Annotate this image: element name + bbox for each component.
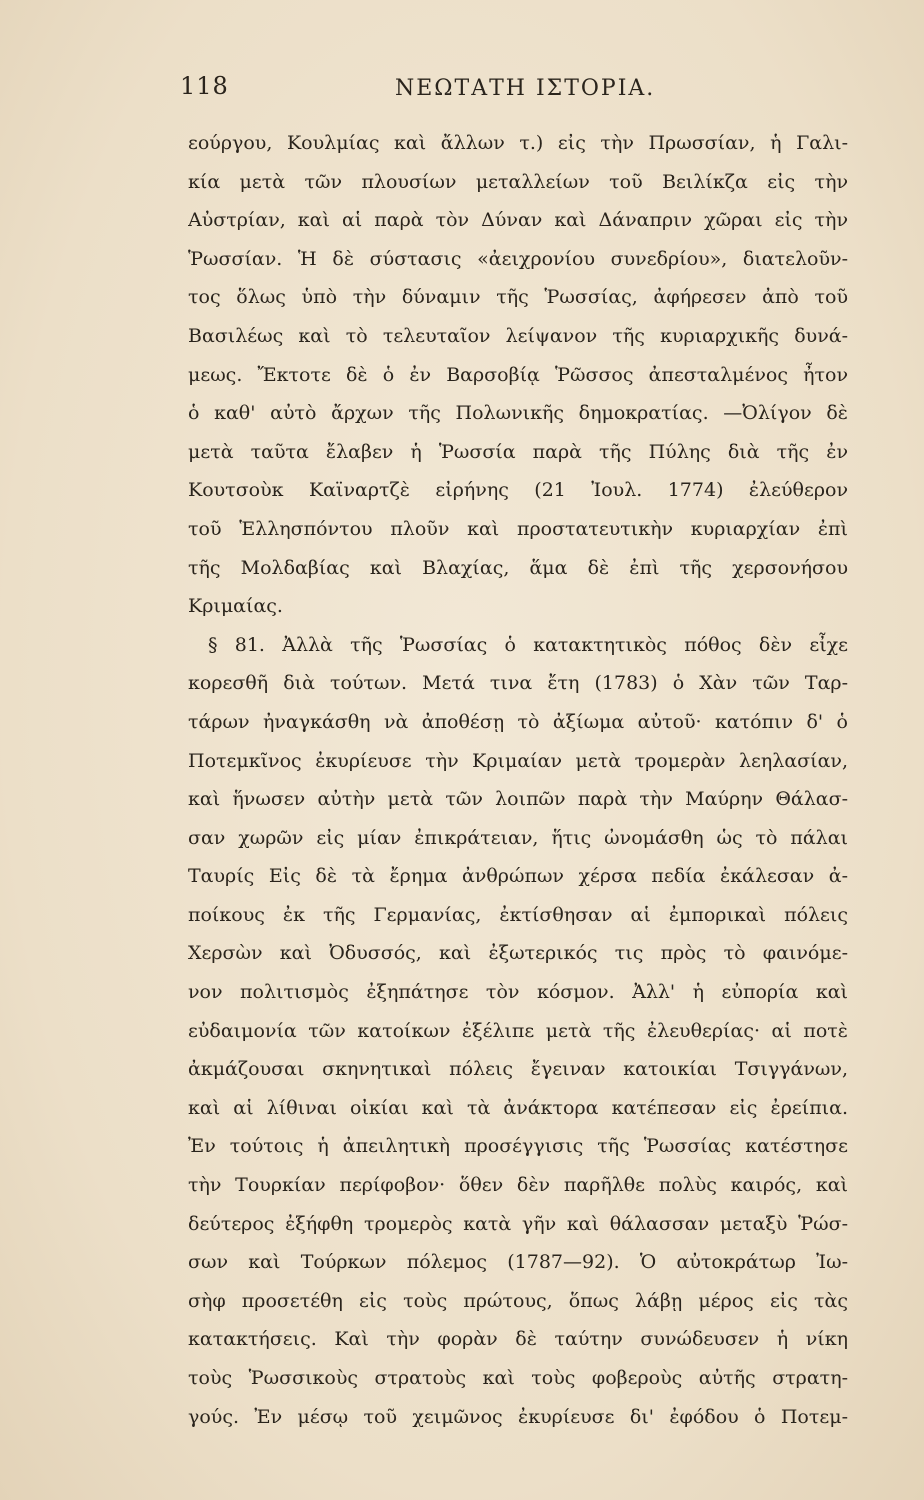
text-line: ποίκους ἐκ τῆς Γερμανίας, ἐκτίσθησαν αἱ ἐμπορικαὶ πόλεις: [188, 903, 848, 926]
text-line: τῆς Μολδαβίας καὶ Βλαχίας, ἅμα δὲ ἐπὶ τῆς χερσονήσου: [188, 556, 848, 579]
text-line: κία μετὰ τῶν πλουσίων μεταλλείων τοῦ Βειλίκζα εἰς τὴν: [188, 170, 848, 193]
text-line: Κριμαίας.: [188, 595, 283, 618]
text-line: εὐδαιμονία τῶν κατοίκων ἐξέλιπε μετὰ τῆς ἐλευθερίας· αἱ ποτὲ: [188, 1019, 848, 1042]
section-start-line: § 81. Ἀλλὰ τῆς Ῥωσσίας ὁ κατακτητικὸς πόθος δὲν εἶχε: [208, 633, 848, 656]
text-line: Ἐν τούτοις ἡ ἀπειλητικὴ προσέγγισις τῆς Ῥωσσίας κατέστησε: [188, 1135, 848, 1158]
text-line: νον πολιτισμὸς ἐξηπάτησε τὸν κόσμον. Ἀλλ' ἡ εὐπορία καὶ: [188, 981, 848, 1004]
text-line: μεως. Ἔκτοτε δὲ ὁ ἐν Βαρσοβίᾳ Ῥῶσσος ἀπεσταλμένος ἦτον: [188, 363, 848, 386]
text-line: τὴν Τουρκίαν περίφοβον· ὅθεν δὲν παρῆλθε πολὺς καιρός, καὶ: [188, 1174, 848, 1197]
text-line: ὁ καθ' αὐτὸ ἄρχων τῆς Πολωνικῆς δημοκρατίας. —Ὀλίγον δὲ: [188, 402, 848, 425]
text-line: ἀκμάζουσαι σκηνητικαὶ πόλεις ἔγειναν κατοικίαι Τσιγγάνων,: [188, 1058, 848, 1081]
text-line: καὶ ἥνωσεν αὐτὴν μετὰ τῶν λοιπῶν παρὰ τὴν Μαύρην Θάλασ-: [188, 788, 848, 811]
text-line: Ταυρίς Εἰς δὲ τὰ ἔρημα ἀνθρώπων χέρσα πεδία ἐκάλεσαν ἀ-: [188, 865, 848, 888]
text-line: κατακτήσεις. Καὶ τὴν φορὰν δὲ ταύτην συνώδευσεν ἡ νίκη: [188, 1328, 848, 1351]
text-line: Βασιλέως καὶ τὸ τελευταῖον λείψανον τῆς κυριαρχικῆς δυνά-: [188, 324, 848, 347]
text-line: σων καὶ Τούρκων πόλεμος (1787—92). Ὁ αὐτοκράτωρ Ἰω-: [188, 1251, 848, 1274]
text-line: Αὐστρίαν, καὶ αἱ παρὰ τὸν Δύναν καὶ Δάναπριν χῶραι εἰς τὴν: [188, 209, 848, 232]
page-header: [180, 72, 740, 112]
text-line: κορεσθῆ διὰ τούτων. Μετά τινα ἔτη (1783) ὁ Χὰν τῶν Ταρ-: [188, 672, 848, 695]
text-line: μετὰ ταῦτα ἔλαβεν ἡ Ῥωσσία παρὰ τῆς Πύλης διὰ τῆς ἐν: [188, 440, 848, 463]
text-line: δεύτερος ἐξήφθη τρομερὸς κατὰ γῆν καὶ θάλασσαν μεταξὺ Ῥώσ-: [188, 1212, 848, 1235]
text-line: γούς. Ἐν μέσῳ τοῦ χειμῶνος ἐκυρίευσε δι' ἐφόδου ὁ Ποτεμ-: [188, 1405, 848, 1428]
text-line: Χερσὼν καὶ Ὀδυσσός, καὶ ἐξωτερικός τις πρὸς τὸ φαινόμε-: [188, 942, 848, 965]
text-line: τάρων ἠναγκάσθη νὰ ἀποθέσῃ τὸ ἀξίωμα αὐτοῦ· κατόπιν δ' ὁ: [188, 710, 848, 733]
page-number: 118: [180, 72, 229, 100]
body-text: [188, 124, 848, 1436]
running-title: ΝΕΩΤΑΤΗ ΙΣΤΟΡΙΑ.: [395, 76, 656, 101]
text-line: Ποτεμκῖνος ἐκυρίευσε τὴν Κριμαίαν μετὰ τρομερὰν λεηλασίαν,: [188, 749, 848, 772]
text-line: σαν χωρῶν εἰς μίαν ἐπικράτειαν, ἥτις ὠνομάσθη ὡς τὸ πάλαι: [188, 826, 848, 849]
text-line: εούργου, Κουλμίας καὶ ἄλλων τ.) εἰς τὴν Πρωσσίαν, ἡ Γαλι-: [188, 132, 848, 154]
text-line: καὶ αἱ λίθιναι οἰκίαι καὶ τὰ ἀνάκτορα κατέπεσαν εἰς ἐρείπια.: [188, 1096, 848, 1119]
text-line: Ῥωσσίαν. Ἡ δὲ σύστασις «ἀειχρονίου συνεδρίου», διατελοῦν-: [188, 247, 848, 270]
text-line: τοὺς Ῥωσσικοὺς στρατοὺς καὶ τοὺς φοβεροὺς αὐτῆς στρατη-: [188, 1367, 848, 1389]
text-line: Κουτσοὺκ Καϊναρτζὲ εἰρήνης (21 Ἰουλ. 1774) ἐλεύθερον: [188, 479, 848, 502]
text-line: σὴφ προσετέθη εἰς τοὺς πρώτους, ὅπως λάβῃ μέρος εἰς τὰς: [188, 1289, 848, 1312]
text-line: τος ὅλως ὑπὸ τὴν δύναμιν τῆς Ῥωσσίας, ἀφήρεσεν ἀπὸ τοῦ: [188, 286, 848, 309]
text-line: τοῦ Ἑλλησπόντου πλοῦν καὶ προστατευτικὴν κυριαρχίαν ἐπὶ: [188, 517, 848, 540]
